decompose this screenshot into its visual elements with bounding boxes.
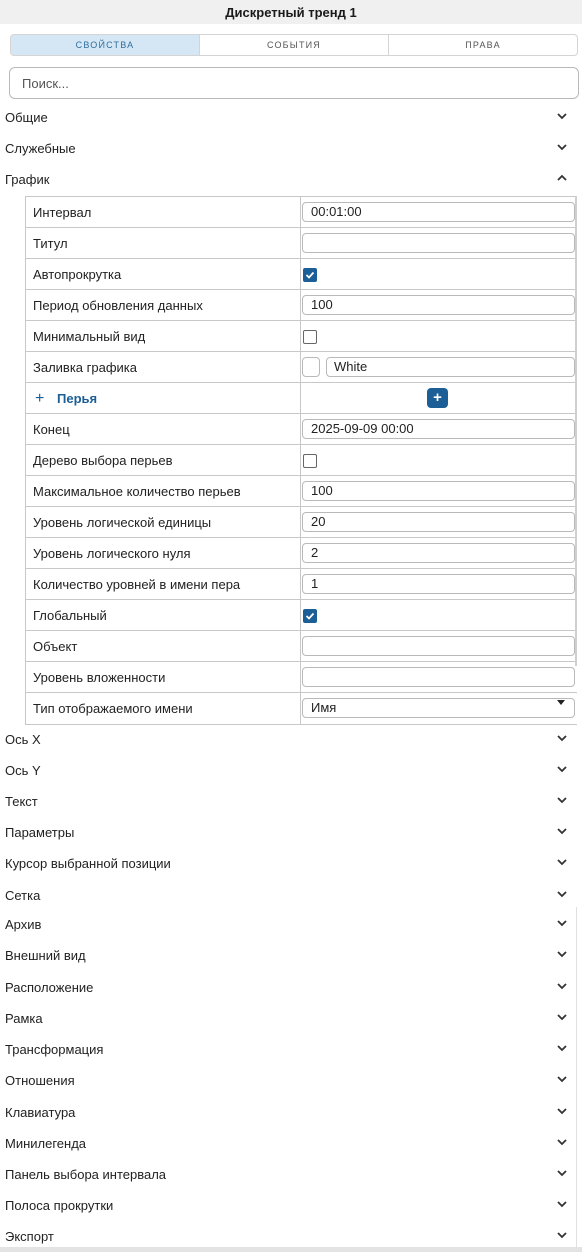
section-row[interactable] — [0, 817, 582, 848]
section-row[interactable] — [0, 1003, 582, 1034]
section-label: Общие — [5, 110, 48, 125]
property-row-object — [26, 631, 577, 662]
autoscroll-checkbox[interactable] — [303, 268, 317, 282]
section-row[interactable] — [0, 755, 582, 786]
chevron-down-icon — [556, 917, 568, 929]
fill-color-input[interactable]: White — [326, 357, 575, 377]
chevron-down-icon — [556, 1042, 568, 1054]
section-label: Клавиатура — [5, 1105, 76, 1120]
section-row[interactable] — [0, 909, 582, 940]
chevron-down-icon — [556, 980, 568, 992]
property-label: Период обновления данных — [26, 290, 301, 320]
section-row[interactable] — [0, 724, 582, 755]
property-row-nesting — [26, 662, 577, 693]
property-row-logic-one — [26, 507, 577, 538]
property-row-refresh-period — [26, 290, 577, 321]
global-checkbox[interactable] — [303, 609, 317, 623]
section-label: Панель выбора интервала — [5, 1167, 167, 1182]
pens-label: Перья — [57, 390, 98, 406]
interval-input[interactable]: 00:01:00 — [302, 202, 575, 222]
section-label: Минилегенда — [5, 1136, 87, 1151]
chevron-down-icon — [556, 763, 568, 775]
section-label: Расположение — [5, 980, 94, 995]
chevron-down-icon — [556, 1136, 568, 1148]
chevron-down-icon — [556, 794, 568, 806]
property-row-global — [26, 600, 577, 631]
chevron-up-icon — [556, 172, 568, 184]
search-input[interactable] — [9, 67, 579, 99]
chevron-down-icon — [556, 110, 568, 122]
property-row-pen-tree — [26, 445, 577, 476]
property-label: Автопрокрутка — [26, 259, 301, 289]
pen-tree-checkbox[interactable] — [303, 454, 317, 468]
section-row[interactable] — [0, 1128, 582, 1159]
property-label: Титул — [26, 228, 301, 258]
property-label: Дерево выбора перьев — [26, 445, 301, 475]
logic-one-input[interactable]: 20 — [302, 512, 575, 532]
property-row-max-pens — [26, 476, 577, 507]
bottom-edge — [0, 1247, 582, 1252]
section-label: Курсор выбранной позиции — [5, 856, 171, 871]
chevron-down-icon — [556, 1073, 568, 1085]
section-service[interactable] — [0, 133, 582, 164]
logic-zero-input[interactable]: 2 — [302, 543, 575, 563]
property-label: Максимальное количество перьев — [26, 476, 301, 506]
section-label: Отношения — [5, 1073, 75, 1088]
section-label: Экспорт — [5, 1229, 54, 1244]
section-row[interactable] — [0, 940, 582, 971]
property-label: Количество уровней в имени пера — [26, 569, 301, 599]
chevron-down-icon — [556, 948, 568, 960]
chevron-down-icon — [556, 1011, 568, 1023]
expand-plus-icon: + — [35, 389, 45, 407]
chevron-down-icon — [556, 141, 568, 153]
chevron-down-icon — [556, 825, 568, 837]
section-label: График — [5, 172, 50, 187]
property-row-title — [26, 228, 577, 259]
section-row[interactable] — [0, 1159, 582, 1190]
property-label: Уровень логического нуля — [26, 538, 301, 568]
name-type-select[interactable]: Имя — [302, 698, 575, 718]
section-row[interactable] — [0, 1190, 582, 1221]
chevron-down-icon — [556, 1229, 568, 1241]
scrollbar[interactable] — [575, 196, 577, 666]
property-label: Интервал — [26, 197, 301, 227]
section-label: Рамка — [5, 1011, 43, 1026]
window-title: Дискретный тренд 1 — [0, 0, 582, 24]
tab-properties[interactable]: СВОЙСТВА — [11, 35, 199, 55]
property-label: Заливка графика — [26, 352, 301, 382]
tab-bar — [10, 34, 578, 56]
property-label: Минимальный вид — [26, 321, 301, 351]
chevron-down-icon — [556, 888, 568, 900]
dropdown-arrow-icon — [557, 700, 565, 705]
property-row-fill — [26, 352, 577, 383]
section-label: Служебные — [5, 141, 76, 156]
tab-events[interactable]: СОБЫТИЯ — [199, 35, 388, 55]
chevron-down-icon — [556, 1105, 568, 1117]
section-row[interactable] — [0, 786, 582, 817]
tab-rights[interactable]: ПРАВА — [388, 35, 577, 55]
section-label: Трансформация — [5, 1042, 104, 1057]
section-label: Внешний вид — [5, 948, 86, 963]
title-input[interactable] — [302, 233, 575, 253]
section-row[interactable] — [0, 1065, 582, 1096]
refresh-period-input[interactable]: 100 — [302, 295, 575, 315]
pens-group-toggle[interactable] — [26, 383, 301, 413]
section-row[interactable] — [0, 972, 582, 1003]
section-label: Ось Y — [5, 763, 41, 778]
checkmark-icon — [305, 270, 315, 280]
property-row-autoscroll — [26, 259, 577, 290]
property-row-pens — [26, 383, 577, 414]
section-general[interactable] — [0, 102, 582, 133]
property-label: Уровень логической единицы — [26, 507, 301, 537]
property-row-interval — [26, 197, 577, 228]
property-row-logic-zero — [26, 538, 577, 569]
property-label: Уровень вложенности — [26, 662, 301, 692]
section-label: Сетка — [5, 888, 41, 903]
property-label: Объект — [26, 631, 301, 661]
section-label: Полоса прокрутки — [5, 1198, 114, 1213]
chevron-down-icon — [556, 856, 568, 868]
object-input[interactable] — [302, 636, 575, 656]
property-row-name-levels — [26, 569, 577, 600]
section-row[interactable] — [0, 1034, 582, 1065]
section-label: Ось X — [5, 732, 41, 747]
nesting-input[interactable] — [302, 667, 575, 687]
add-pen-button[interactable]: + — [427, 388, 448, 408]
end-input[interactable]: 2025-09-09 00:00 — [302, 419, 575, 439]
property-label: Тип отображаемого имени — [26, 693, 301, 724]
property-label: Глобальный — [26, 600, 301, 630]
graph-properties-grid — [25, 196, 577, 725]
chevron-down-icon — [556, 1167, 568, 1179]
checkmark-icon — [305, 611, 315, 621]
property-row-end — [26, 414, 577, 445]
chevron-down-icon — [556, 1198, 568, 1210]
name-levels-input[interactable]: 1 — [302, 574, 575, 594]
fill-color-swatch[interactable] — [302, 357, 320, 377]
divider — [576, 907, 577, 1247]
section-row[interactable] — [0, 848, 582, 879]
max-pens-input[interactable]: 100 — [302, 481, 575, 501]
minimal-view-checkbox[interactable] — [303, 330, 317, 344]
section-label: Параметры — [5, 825, 75, 840]
section-graph[interactable] — [0, 164, 582, 195]
property-label: Конец — [26, 414, 301, 444]
chevron-down-icon — [556, 732, 568, 744]
property-row-minimal-view — [26, 321, 577, 352]
property-row-name-type — [26, 693, 577, 724]
section-label: Текст — [5, 794, 38, 809]
section-row[interactable] — [0, 1097, 582, 1128]
section-label: Архив — [5, 917, 42, 932]
section-row[interactable] — [0, 880, 582, 911]
